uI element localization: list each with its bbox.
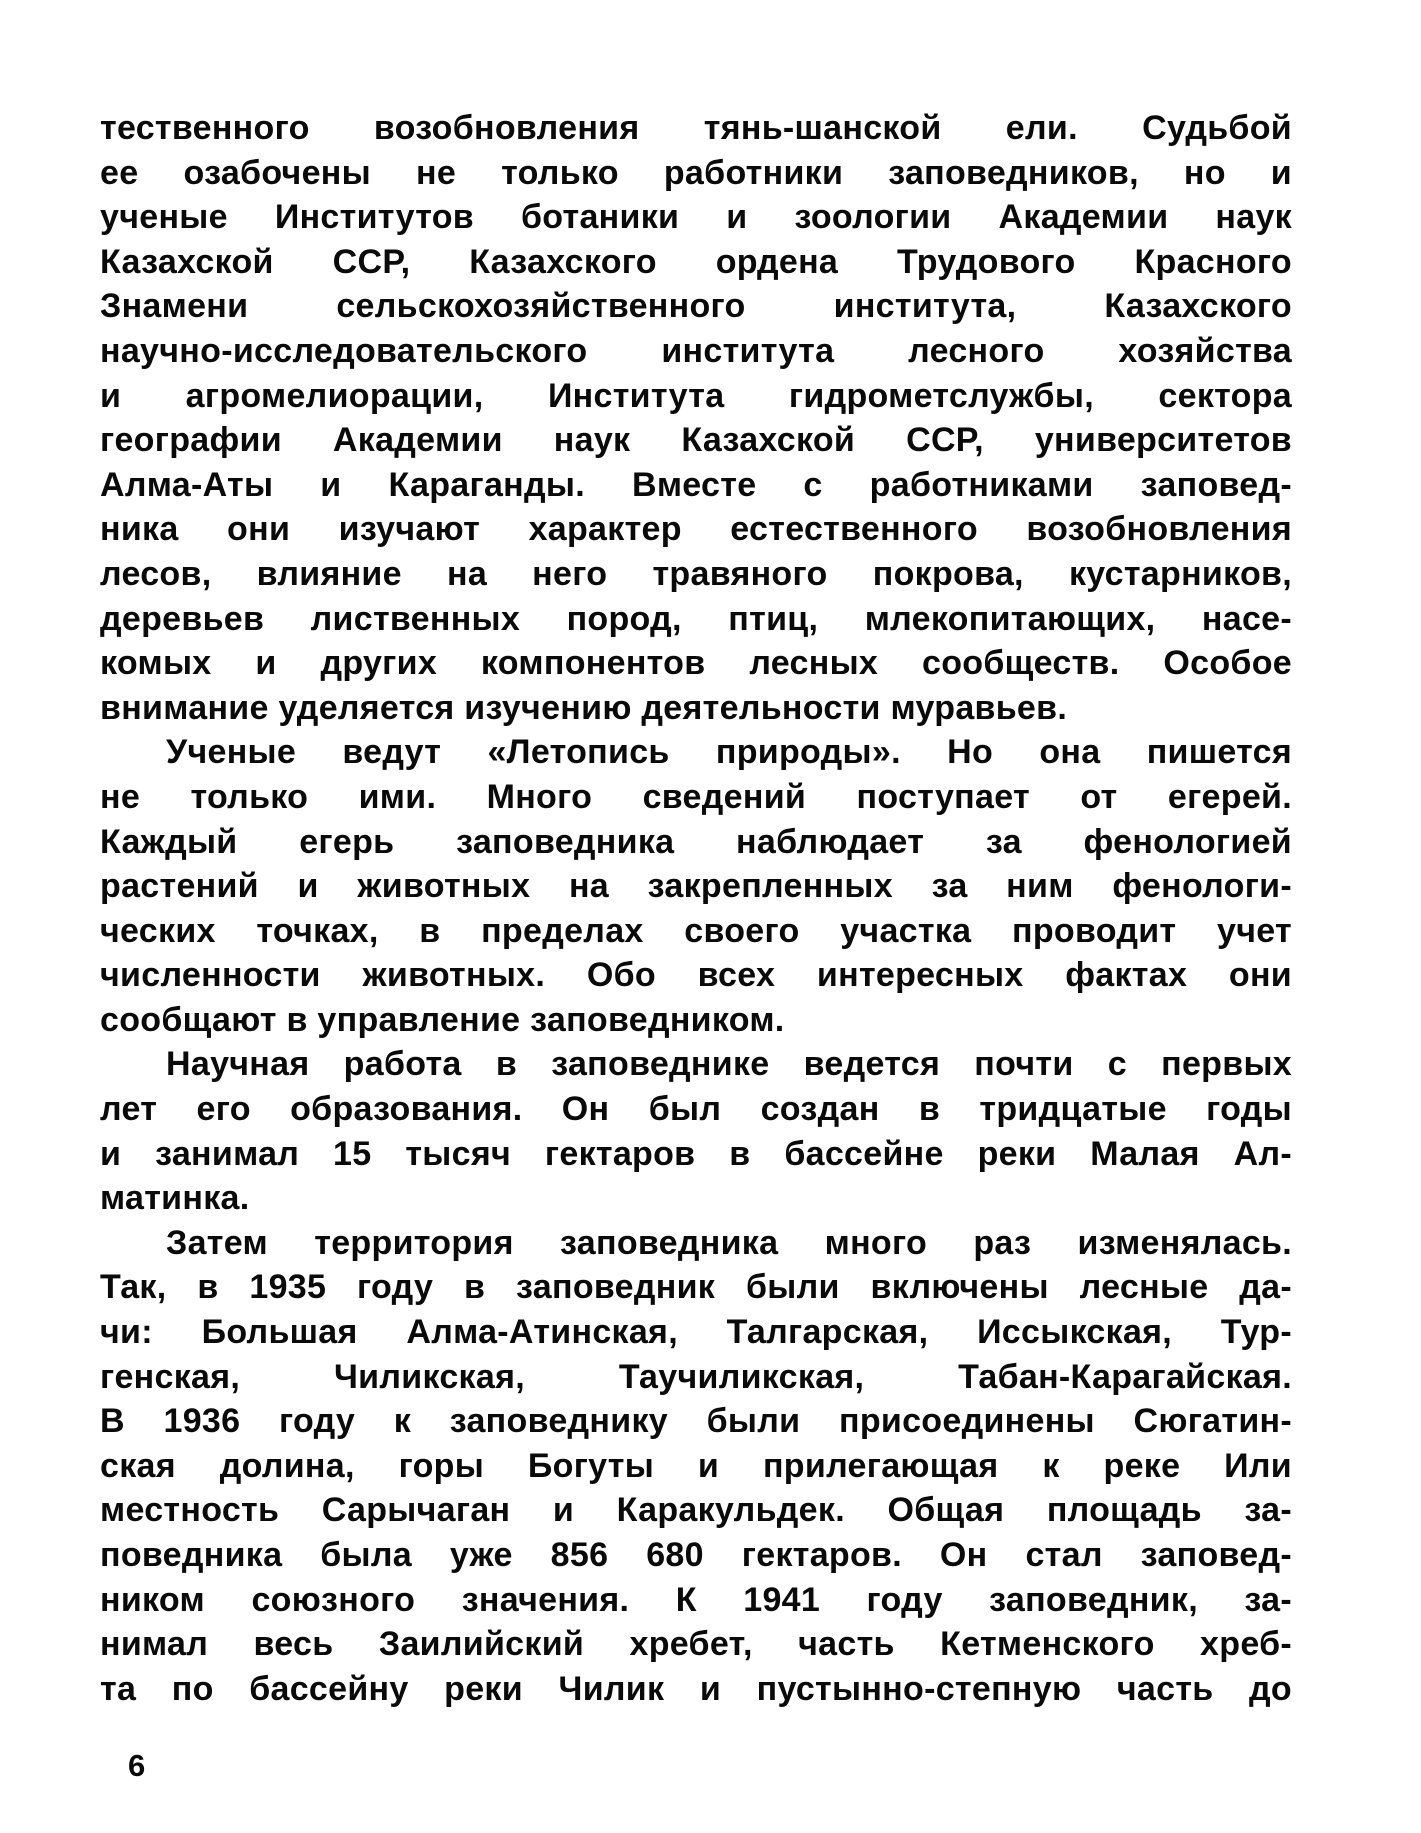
text-line: Так, в 1935 году в заповедник были включены лесные да- — [100, 1268, 1292, 1307]
page-text — [100, 106, 1292, 1711]
text-line: матинка. — [100, 1179, 250, 1218]
text-line: и агромелиорации, Института гидрометслужбы, сектора — [100, 376, 1292, 415]
text-line: ника они изучают характер естественного возобновления — [100, 510, 1292, 549]
text-line: Знамени сельскохозяйственного института, Казахского — [100, 287, 1292, 326]
text-line: чи: Большая Алма-Атинская, Талгарская, Иссыкская, Тур- — [100, 1313, 1292, 1352]
text-line: географии Академии наук Казахской ССР, университетов — [100, 421, 1292, 460]
text-line: ученые Институтов ботаники и зоологии Академии наук — [100, 198, 1292, 237]
text-line: Затем территория заповедника много раз изменялась. — [166, 1223, 1292, 1262]
text-line: ее озабочены не только работники заповедников, но и — [100, 153, 1292, 192]
text-line: ником союзного значения. К 1941 году заповедник, за- — [100, 1580, 1292, 1619]
text-line: В 1936 году к заповеднику были присоединены Сюгатин- — [100, 1402, 1292, 1441]
text-line: научно-исследовательского института лесного хозяйства — [100, 331, 1292, 370]
text-line: местность Сарычаган и Каракульдек. Общая площадь за- — [100, 1491, 1292, 1530]
text-line: ческих точках, в пределах своего участка проводит учет — [100, 911, 1292, 950]
text-line: деревьев лиственных пород, птиц, млекопитающих, насе- — [100, 599, 1292, 638]
text-line: генская, Чиликская, Таучиликская, Табан-Карагайская. — [100, 1357, 1292, 1396]
text-line: Каждый егерь заповедника наблюдает за фенологией — [100, 822, 1292, 861]
text-line: сообщают в управление заповедником. — [100, 1000, 785, 1039]
text-line: не только ими. Много сведений поступает от егерей. — [100, 777, 1292, 816]
text-line: численности животных. Обо всех интересных фактах они — [100, 956, 1292, 995]
text-line: Алма-Аты и Караганды. Вместе с работниками заповед- — [100, 465, 1292, 504]
text-line: Ученые ведут «Летопись природы». Но она пишется — [166, 733, 1292, 772]
text-line: ская долина, горы Богуты и прилегающая к реке Или — [100, 1446, 1292, 1485]
text-line: нимал весь Заилийский хребет, часть Кетменского хреб- — [100, 1625, 1292, 1664]
text-line: Научная работа в заповеднике ведется почти с первых — [166, 1045, 1292, 1084]
text-line: лесов, влияние на него травяного покрова, кустарников, — [100, 554, 1292, 593]
text-line: растений и животных на закрепленных за ним фенологи- — [100, 867, 1292, 906]
text-line: поведника была уже 856 680 гектаров. Он стал заповед- — [100, 1536, 1292, 1574]
text-line: тественного возобновления тянь-шанской ели. Судьбой — [100, 109, 1292, 147]
text-line: комых и других компонентов лесных сообществ. Особое — [100, 644, 1292, 683]
page-number: 6 — [128, 1748, 146, 1783]
text-line: и занимал 15 тысяч гектаров в бассейне реки Малая Ал- — [100, 1134, 1292, 1173]
text-line: Казахской ССР, Казахского ордена Трудового Красного — [100, 242, 1292, 281]
text-line: лет его образования. Он был создан в тридцатые годы — [100, 1090, 1292, 1129]
text-line: та по бассейну реки Чилик и пустынно-степную часть до — [100, 1669, 1292, 1708]
text-line: внимание уделяется изучению деятельности муравьев. — [100, 688, 1068, 727]
